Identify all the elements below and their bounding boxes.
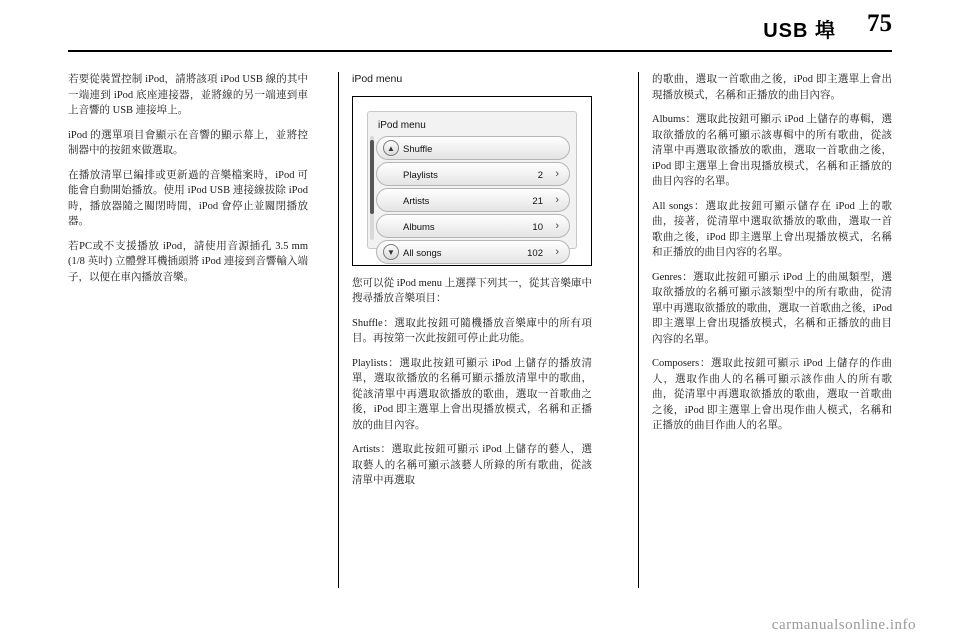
text-column-1 [68,72,308,294]
screen-title: iPod menu [378,119,426,131]
ipod-menu-figure [352,96,592,266]
page-title: USB 埠 [763,20,836,42]
list-item-count: 10 [532,221,543,233]
list-item-label: Albums [403,221,435,233]
list-item[interactable] [376,214,570,238]
text-column-3 [652,72,892,443]
chevron-right-icon: › [555,167,559,180]
paragraph: All songs：選取此按鈕可顯示儲存在 iPod 上的歌曲，接著，從清單中選取欲播放的歌曲，選取一首歌曲之後，iPod 即主選單上會出現播放模式，名稱和正播放的曲目內容的名單。 [652,200,892,258]
ipod-screen [367,111,577,259]
scroll-up-icon[interactable]: ▲ [383,140,399,156]
paragraph: iPod 的選單項目會顯示在音響的顯示幕上，並將控制器中的按鈕來做選取。 [68,129,308,156]
list-item[interactable] [376,136,570,160]
menu-list [376,136,570,259]
paragraph: Artists：選取此按鈕可顯示 iPod 上儲存的藝人，選取藝人的名稱可顯示該藝人所錄的所有歌曲，從該清單中再選取 [352,444,592,486]
text-column-2 [352,72,592,498]
paragraph: Playlists：選取此按鈕可顯示 iPod 上儲存的播放清單，選取欲播放的名稱可顯示播放清單中的歌曲，從該清單中再選取欲播放的歌曲，選取一首歌曲之後，iPod 即主選單上會出現播放模式，名稱和正播放的曲目內容。 [352,357,592,431]
page-header [68,10,892,54]
list-item-label: Artists [403,195,430,207]
list-item[interactable] [376,240,570,264]
column-divider-2 [638,72,639,588]
paragraph: Shuffle：選取此按鈕可隨機播放音樂庫中的所有項目。再按第一次此按鈕可停止此功能。 [352,317,592,344]
chevron-right-icon: › [555,245,559,258]
paragraph: 若PC或不支援播放 iPod，請使用音源插孔 3.5 mm (1/8 英吋) 立體聲耳機插頭將 iPod 連接到音響輸入端子，以便在車內播放音樂。 [68,240,308,283]
scroll-down-icon[interactable]: ▼ [383,244,399,260]
paragraph: Composers：選取此按鈕可顯示 iPod 上儲存的作曲人，選取作曲人的名稱可顯示該作曲人的所有歌曲，從清單中再選取欲播放的歌曲，選取一首歌曲之後，iPod 即主選單上會出現作曲人模式，名稱和正播放的曲目作曲人的名單。 [652,358,892,431]
chevron-right-icon: › [555,193,559,206]
chevron-right-icon: › [555,219,559,232]
header-divider [68,50,892,52]
paragraph: 在播放清單已編排或更新過的音樂檔案時，iPod 可能會自動開始播放。使用 iPod USB 連接線拔除 iPod 時，播放器隨之關閉時間，iPod 會停止並關閉播放器。 [68,169,308,227]
list-item-label: Playlists [403,169,438,181]
list-item[interactable] [376,162,570,186]
paragraph: 您可以從 iPod menu 上選擇下列其一，從其音樂庫中搜尋播放音樂項目： [352,277,592,304]
paragraph: 的歌曲，選取一首歌曲之後，iPod 即主選單上會出現播放模式，名稱和正播放的曲目內容。 [652,74,892,101]
list-item-count: 2 [537,169,543,181]
watermark: carmanualsonline.info [771,617,916,633]
page-number: 75 [867,10,892,37]
list-item-count: 102 [527,247,543,259]
column-divider-1 [338,72,339,588]
paragraph: Genres：選取此按鈕可顯示 iPod 上的曲風類型，選取欲播放的名稱可顯示該類型中的所有歌曲，從清單中再選取欲播放的歌曲，選取一首歌曲之後，iPod 即主選單上會出現播放模式，名稱和正播放的曲目內容的名單。 [652,271,892,345]
list-item[interactable] [376,188,570,212]
list-item-label: All songs [403,247,442,259]
scrollbar-thumb[interactable] [370,140,374,214]
paragraph: Albums：選取此按鈕可顯示 iPod 上儲存的專輯，選取欲播放的名稱可顯示該專輯中的所有歌曲，從該清單中再選取欲播放的歌曲，選取一首歌曲之後，iPod 即主選單上會出現播放模式，名稱和正播放的曲目內容的名單。 [652,114,892,187]
list-item-count: 21 [532,195,543,207]
paragraph: 若要從裝置控制 iPod，請將該項 iPod USB 線的其中一端連到 iPod 底座連接器，並將線的另一端連到車上音響的 USB 連接埠上。 [68,74,308,116]
list-item-label: Shuffle [403,143,433,155]
figure-caption: iPod menu [352,73,403,85]
